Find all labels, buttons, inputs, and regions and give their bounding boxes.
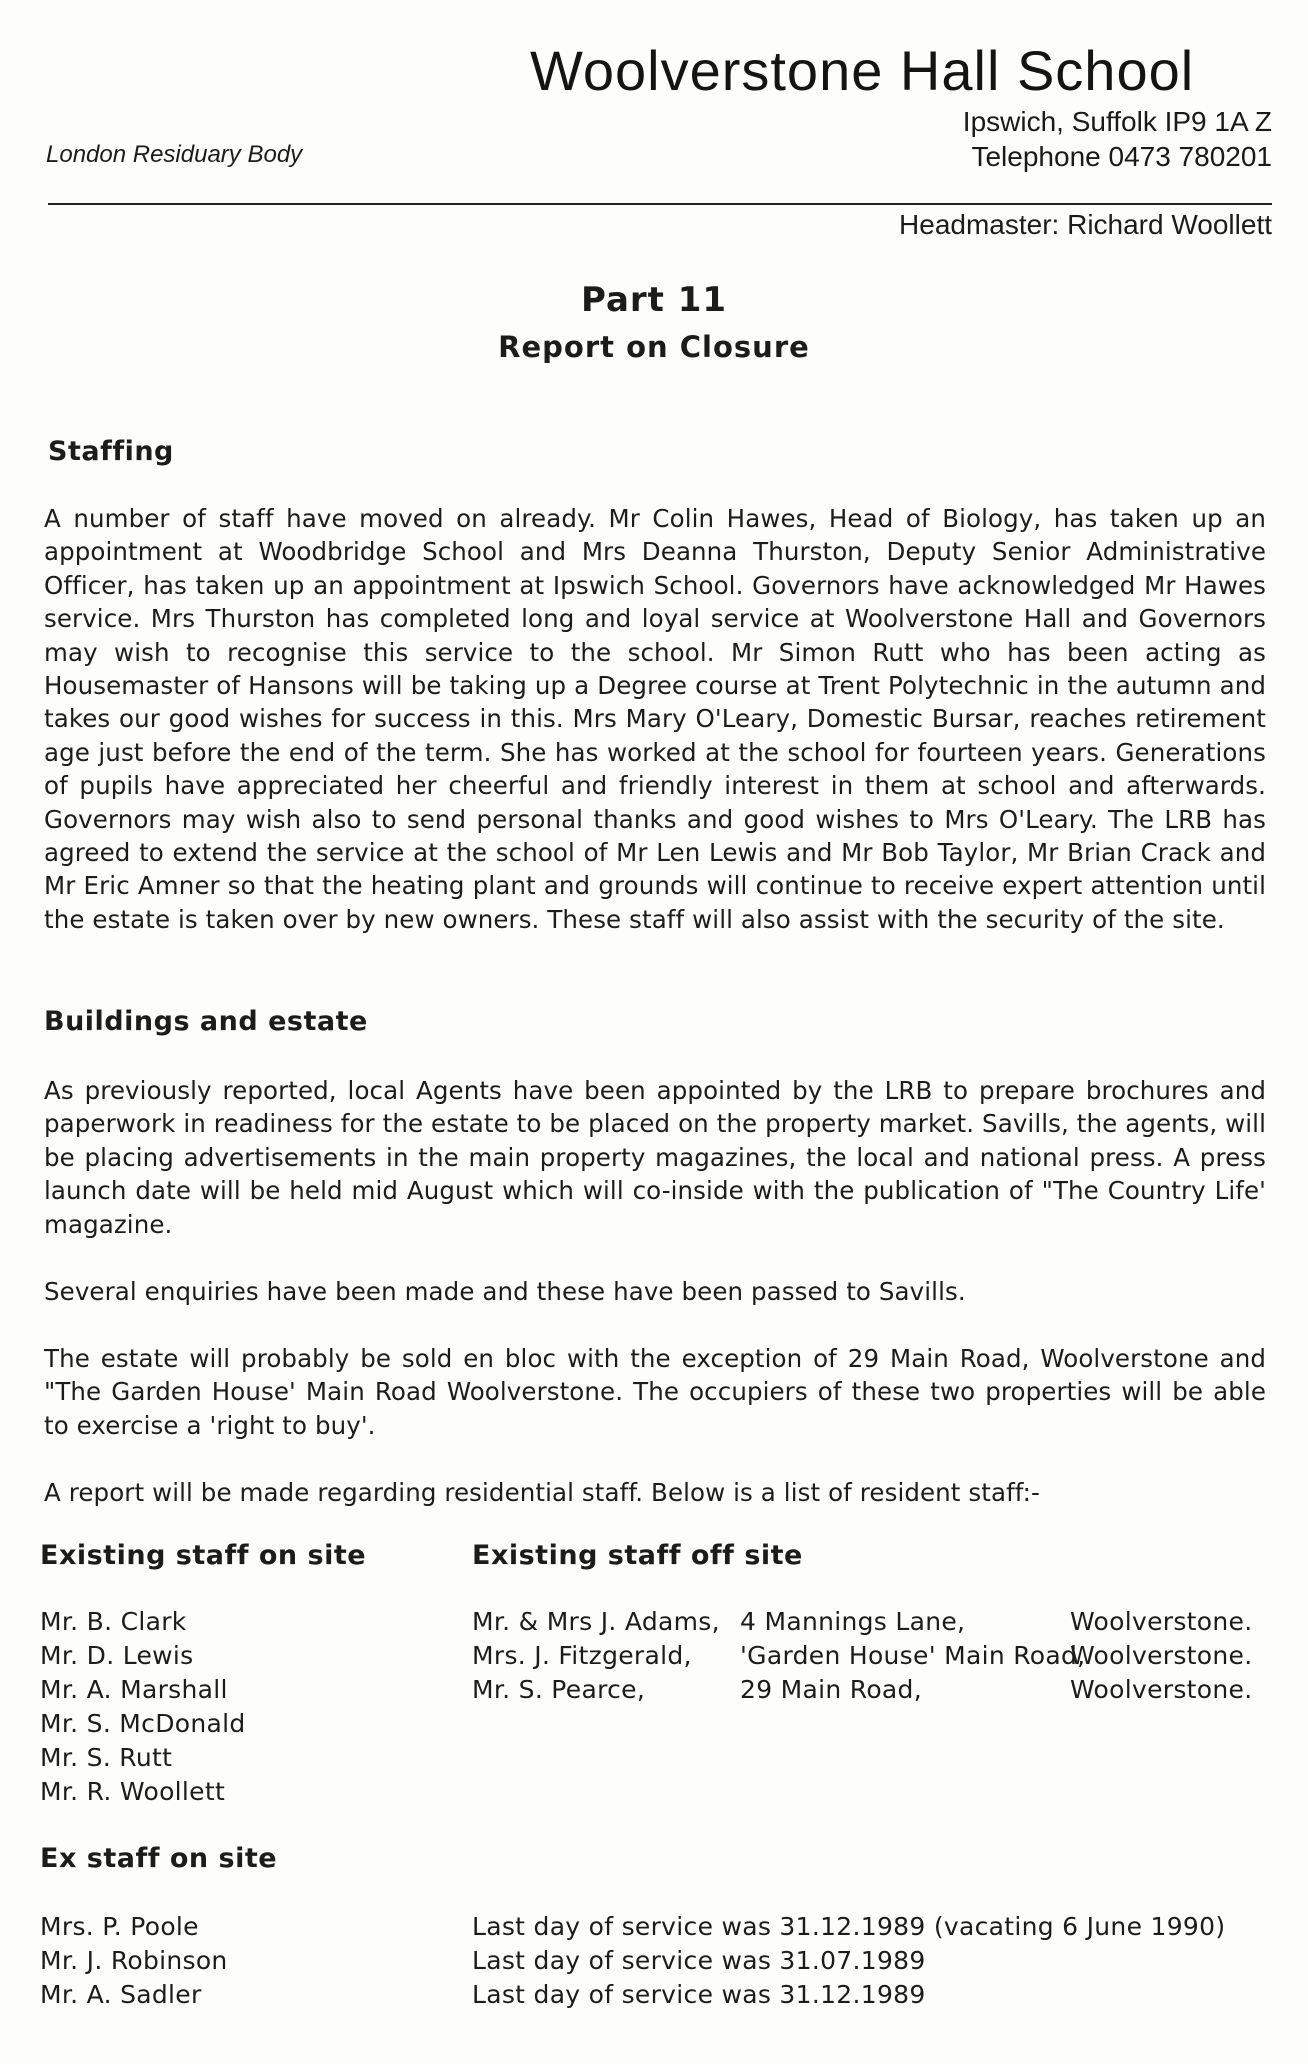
- on-site-staff-item: Mr. A. Marshall: [40, 1675, 228, 1704]
- ex-staff-service-note: Last day of service was 31.12.1989: [472, 1980, 926, 2009]
- on-site-staff-item: Mr. S. McDonald: [40, 1709, 246, 1738]
- buildings-paragraph-4: A report will be made regarding residential staff. Below is a list of resident staff:-: [44, 1478, 1040, 1507]
- ex-staff-heading: Ex staff on site: [40, 1843, 278, 1874]
- on-site-heading: Existing staff on site: [40, 1540, 367, 1571]
- ex-staff-name: Mrs. P. Poole: [40, 1912, 199, 1941]
- school-address: Ipswich, Suffolk IP9 1A Z: [962, 106, 1272, 137]
- off-site-staff-town: Woolverstone.: [1070, 1641, 1253, 1670]
- headmaster-line: Headmaster: Richard Woollett: [899, 209, 1272, 240]
- ex-staff-service-note: Last day of service was 31.07.1989: [472, 1946, 926, 1975]
- ex-staff-name: Mr. J. Robinson: [40, 1946, 228, 1975]
- off-site-staff-address: 'Garden House' Main Road,: [740, 1641, 1086, 1670]
- buildings-heading: Buildings and estate: [44, 1006, 368, 1037]
- on-site-staff-item: Mr. S. Rutt: [40, 1743, 173, 1772]
- off-site-staff-address: 4 Mannings Lane,: [740, 1607, 966, 1636]
- buildings-paragraph-1: As previously reported, local Agents have been appointed by the LRB to prepare brochures and paperwork in readiness for the estate to be placed on the property market. Savills, the agents, will be placing advertisements in the main property magazines, the local and national press. A press launch date will be held mid August which will co-inside with the publication of "The Country Life' magazine.: [44, 1076, 1266, 1239]
- off-site-staff-town: Woolverstone.: [1070, 1675, 1253, 1704]
- document-part-title: Part 11: [580, 280, 728, 320]
- off-site-staff-address: 29 Main Road,: [740, 1675, 922, 1704]
- on-site-staff-item: Mr. D. Lewis: [40, 1641, 194, 1670]
- school-name: Woolverstone Hall School: [530, 39, 1195, 102]
- off-site-staff-name: Mr. S. Pearce,: [472, 1675, 646, 1704]
- letterhead-rule: [48, 203, 1272, 205]
- on-site-staff-item: Mr. R. Woollett: [40, 1777, 226, 1806]
- off-site-staff-name: Mr. & Mrs J. Adams,: [472, 1607, 720, 1636]
- ex-staff-name: Mr. A. Sadler: [40, 1980, 202, 2009]
- off-site-staff-town: Woolverstone.: [1070, 1607, 1253, 1636]
- buildings-paragraph-2: Several enquiries have been made and these have been passed to Savills.: [44, 1277, 966, 1306]
- ex-staff-service-note: Last day of service was 31.12.1989 (vacating 6 June 1990): [472, 1912, 1226, 1941]
- buildings-paragraph-3: The estate will probably be sold en bloc with the exception of 29 Main Road, Woolverstone and "The Garden House' Main Road Woolverstone. The occupiers of these two properties will be able to exercise a 'right to buy'.: [44, 1344, 1266, 1440]
- off-site-staff-name: Mrs. J. Fitzgerald,: [472, 1641, 692, 1670]
- document-subtitle: Report on Closure: [498, 330, 810, 364]
- staffing-heading: Staffing: [48, 436, 174, 467]
- school-telephone: Telephone 0473 780201: [971, 141, 1272, 172]
- staffing-paragraph: A number of staff have moved on already. Mr Colin Hawes, Head of Biology, has taken up an appointment at Woodbridge School and Mrs Deanna Thurston, Deputy Senior Administrative Officer, has taken up an appointment at Ipswich School. Governors have acknowledged Mr Hawes service. Mrs Thurston has completed long and loyal service at Woolverstone Hall and Governors may wish to recognise this service to the school. Mr Simon Rutt who has been acting as Housemaster of Hansons will be taking up a Degree course at Trent Polytechnic in the autumn and takes our good wishes for success in this. Mrs Mary O'Leary, Domestic Bursar, reaches retirement age just before the end of the term. She has worked at the school for fourteen years. Generations of pupils have appreciated her cheerful and friendly interest in them at school and afterwards. Governors may wish also to send personal thanks and good wishes to Mrs O'Leary. The LRB has agreed to extend the service at the school of Mr Len Lewis and Mr Bob Taylor, Mr Brian Crack and Mr Eric Amner so that the heating plant and grounds will continue to receive expert attention until the estate is taken over by new owners. These staff will also assist with the security of the site.: [44, 504, 1266, 934]
- residuary-body-label: London Residuary Body: [46, 141, 303, 168]
- off-site-heading: Existing staff off site: [472, 1540, 803, 1571]
- on-site-staff-item: Mr. B. Clark: [40, 1607, 187, 1636]
